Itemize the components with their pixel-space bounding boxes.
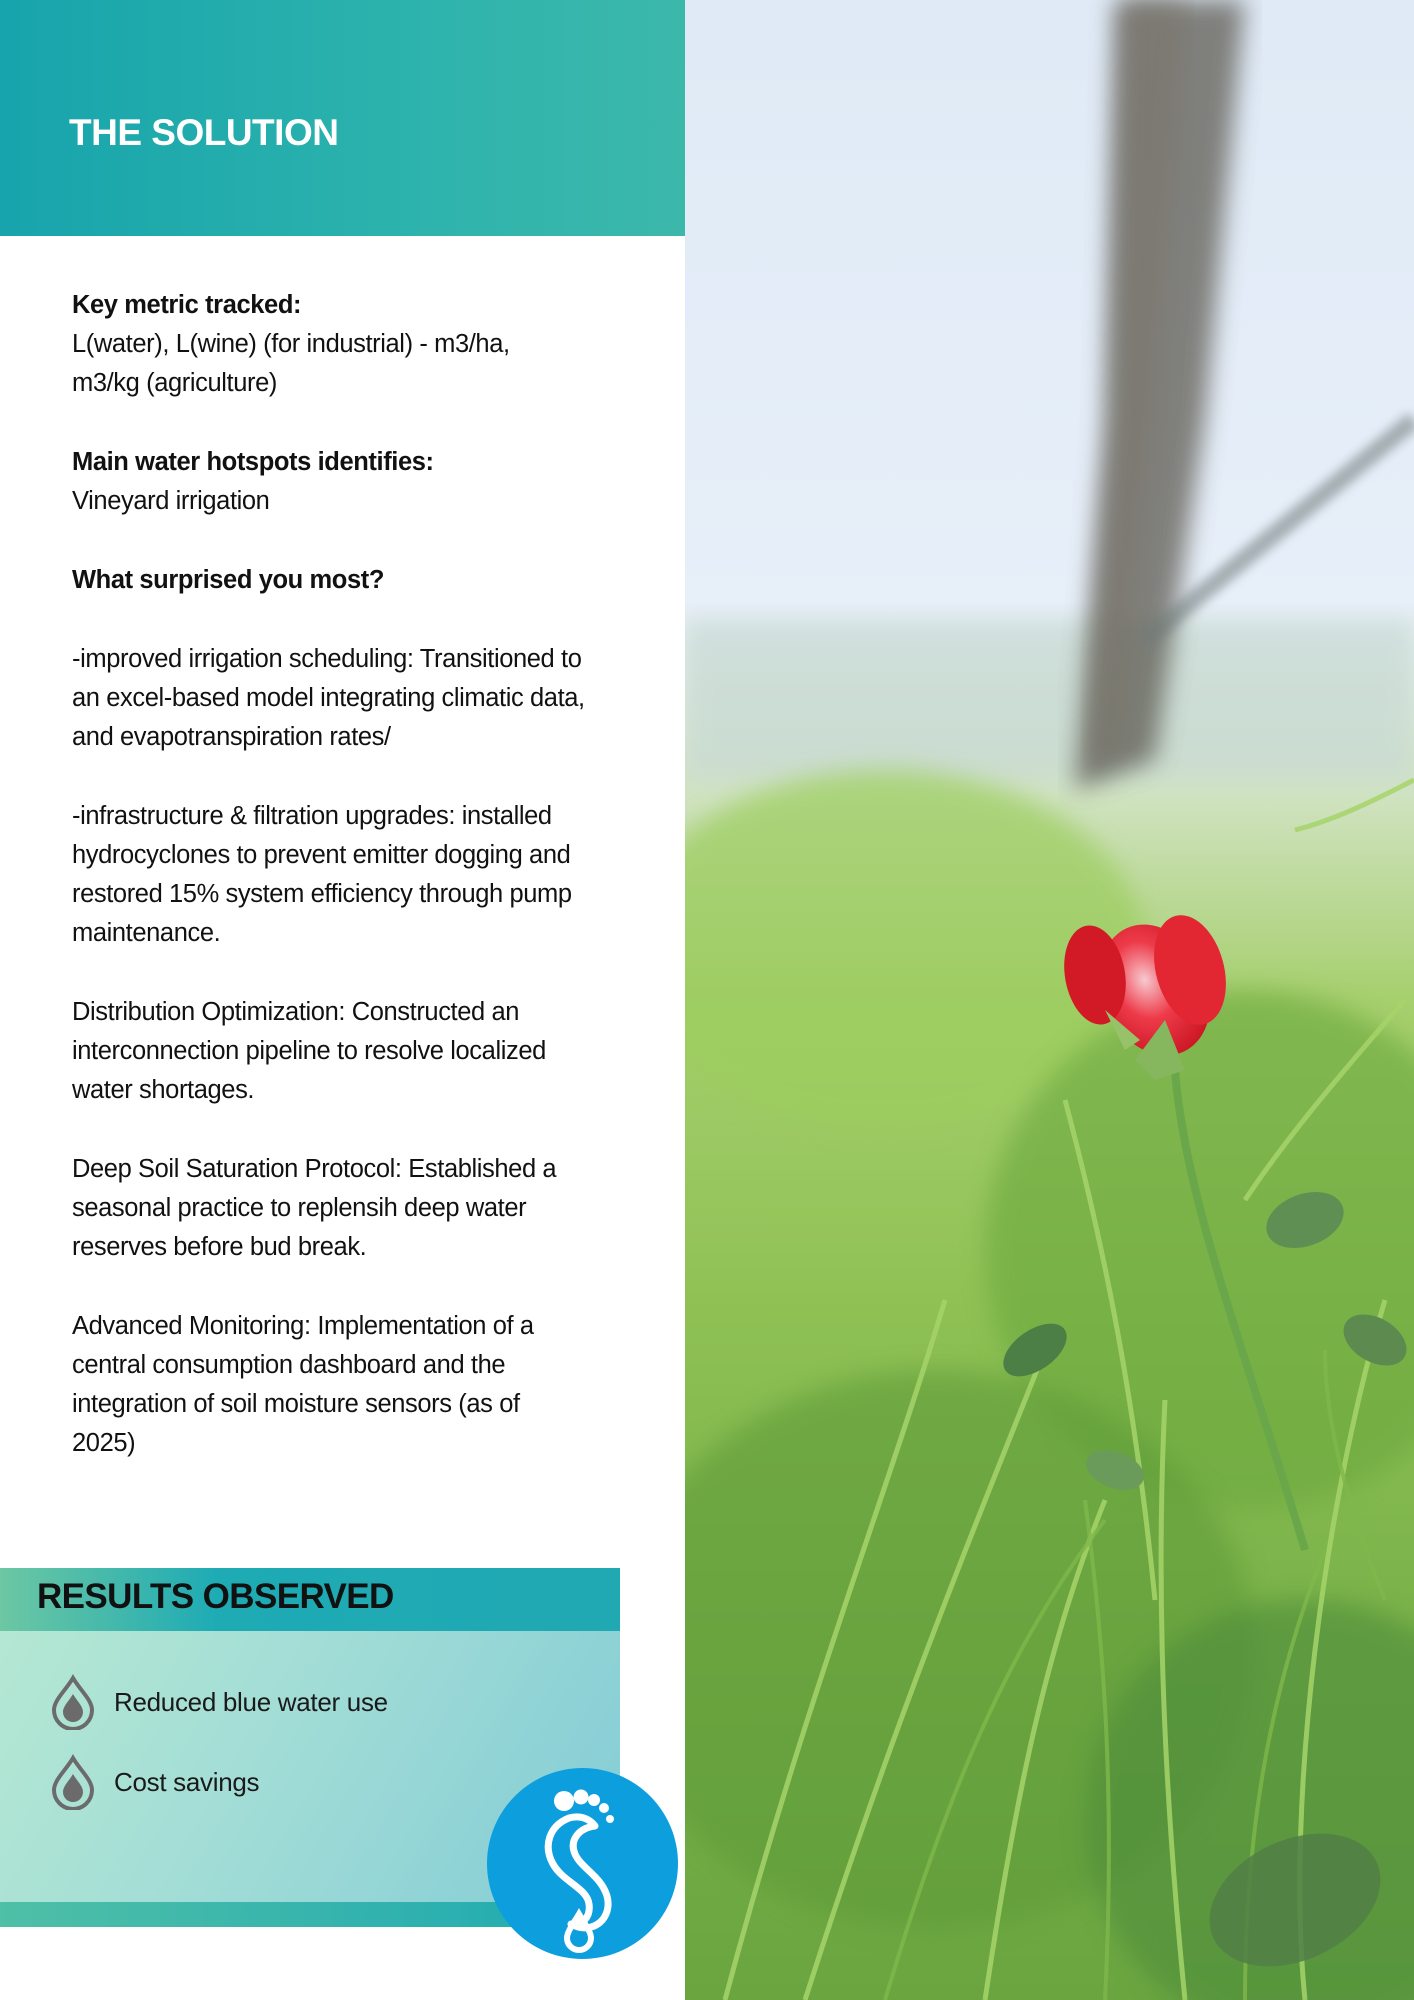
key-metric-label: Key metric tracked: [72,291,302,319]
hotspots-label: Main water hotspots identifies: [72,448,434,476]
solution-content [72,286,632,1503]
result-text: Cost savings [114,1766,260,1797]
header-band [0,0,685,236]
result-item-cost-savings [50,1754,259,1810]
paragraph-irrigation [72,640,632,757]
rose-photo-graphic [685,0,1414,2000]
results-header [0,1568,620,1631]
paragraph-text: Distribution Optimization: Constructed an interconnection pipeline to resolve localized water shortages. [72,998,546,1104]
page-title: THE SOLUTION [69,112,339,153]
paragraph-text: -improved irrigation scheduling: Transitioned to an excel-based model integrating climatic data, and evapotranspiration rates/ [72,645,585,751]
paragraph-text: Advanced Monitoring: Implementation of a central consumption dashboard and the integration of soil moisture sensors (as of 2025) [72,1312,534,1457]
paragraph-infrastructure [72,797,632,953]
paragraph-monitoring [72,1307,632,1463]
paragraph-soil [72,1150,632,1267]
paragraph-text: Deep Soil Saturation Protocol: Established a seasonal practice to replensih deep water reserves before bud break. [72,1155,557,1261]
results-title: RESULTS OBSERVED [37,1577,394,1616]
rose-photo [685,0,1414,2000]
water-drop-icon [50,1674,96,1730]
result-item-blue-water [50,1674,388,1730]
result-text: Reduced blue water use [114,1686,388,1717]
water-drop-icon [50,1754,96,1810]
footprint-drop-icon [487,1768,678,1959]
hotspots-text: Vineyard irrigation [72,487,270,515]
surprised-label: What surprised you most? [72,566,385,594]
paragraph-text: -infrastructure & filtration upgrades: installed hydrocyclones to prevent emitter dogging and restored 15% system efficiency through pump maintenance. [72,802,572,947]
key-metric-section [72,286,632,403]
key-metric-text: L(water), L(wine) (for industrial) - m3/ha, m3/kg (agriculture) [72,330,510,397]
hotspots-section [72,443,632,521]
surprised-section [72,561,632,600]
paragraph-distribution [72,993,632,1110]
